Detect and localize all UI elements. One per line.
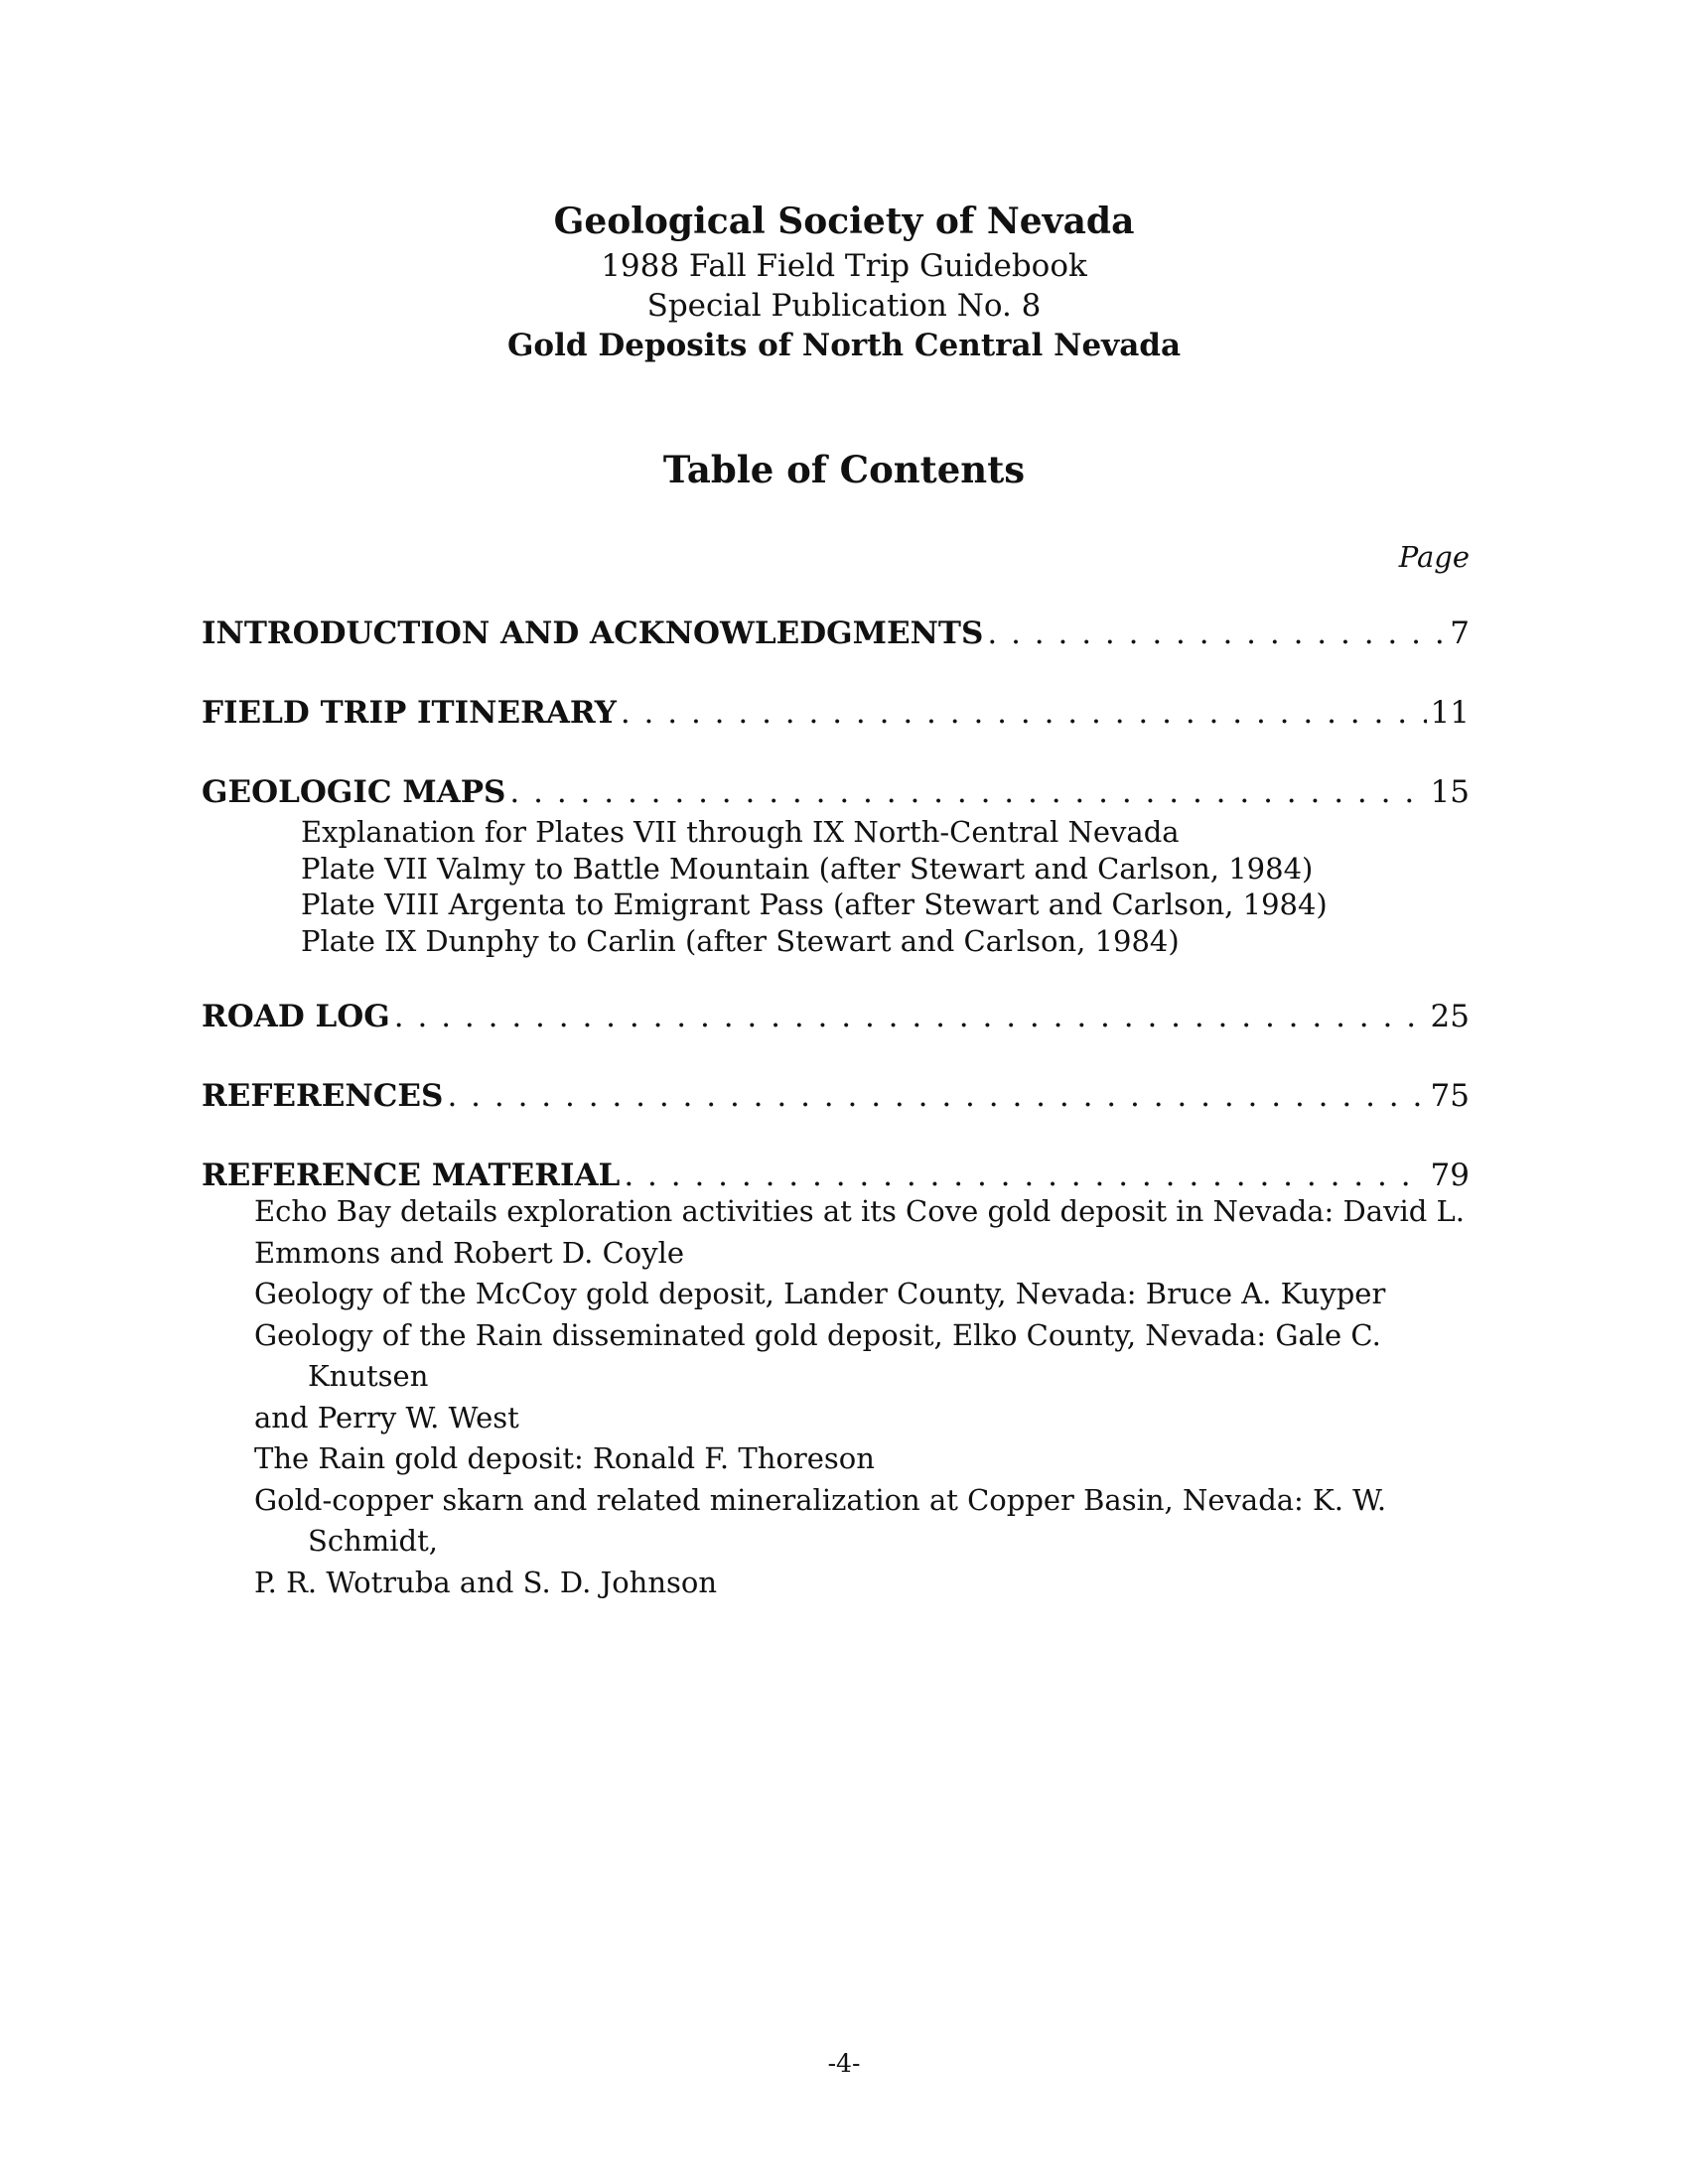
list-item-line: The Rain gold deposit: Ronald F. Thoreson xyxy=(254,1441,875,1475)
toc-entry-references xyxy=(202,1076,1470,1116)
reference-material-sublist xyxy=(254,1191,1476,1603)
dot-leader xyxy=(447,1076,1426,1116)
toc-entry-label: ROAD LOG xyxy=(202,999,390,1034)
toc-entry-label: REFERENCES xyxy=(202,1078,444,1114)
toc-entry-page: 7 xyxy=(1450,615,1470,651)
list-item xyxy=(254,1191,1476,1274)
toc-entry-page: 25 xyxy=(1430,999,1470,1034)
toc-title: Table of Contents xyxy=(662,448,1026,491)
page-column-label: Page xyxy=(1398,540,1470,574)
toc-entry-geologic-maps xyxy=(202,772,1470,812)
list-item xyxy=(254,1438,1476,1480)
toc-entry-page: 75 xyxy=(1430,1078,1470,1114)
toc-entry-introduction xyxy=(202,614,1470,653)
toc-entry-itinerary xyxy=(202,693,1470,733)
list-item-line: Geology of the McCoy gold deposit, Lander County, Nevada: Bruce A. Kuyper xyxy=(254,1277,1386,1310)
dot-leader xyxy=(509,772,1426,812)
toc-entry-page: 79 xyxy=(1430,1158,1470,1193)
list-item: Plate VII Valmy to Battle Mountain (after Stewart and Carlson, 1984) xyxy=(301,851,1314,886)
list-item-continuation: and Perry W. West xyxy=(254,1400,519,1434)
dot-leader xyxy=(624,1156,1426,1195)
guidebook-subtitle: Gold Deposits of North Central Nevada xyxy=(506,328,1182,363)
list-item xyxy=(254,1315,1476,1439)
dot-leader xyxy=(621,693,1427,733)
list-item-continuation: Emmons and Robert D. Coyle xyxy=(254,1235,685,1270)
list-item-line: Geology of the Rain disseminated gold deposit, Elko County, Nevada: Gale C. Knutsen xyxy=(254,1317,1381,1393)
page-number: -4- xyxy=(827,2049,861,2078)
list-item-continuation: P. R. Wotruba and S. D. Johnson xyxy=(254,1565,718,1599)
dot-leader xyxy=(394,997,1427,1036)
toc-entry-label: INTRODUCTION AND ACKNOWLEDGMENTS xyxy=(202,615,984,651)
toc-entry-label: FIELD TRIP ITINERARY xyxy=(202,695,617,731)
list-item xyxy=(254,1480,1476,1604)
toc-entry-road-log xyxy=(202,997,1470,1036)
list-item-line: Gold-copper skarn and related mineralization at Copper Basin, Nevada: K. W. Schmidt, xyxy=(254,1482,1387,1558)
toc-entry-label: REFERENCE MATERIAL xyxy=(202,1158,621,1193)
list-item: Plate IX Dunphy to Carlin (after Stewart and Carlson, 1984) xyxy=(301,923,1180,958)
toc-entry-page: 15 xyxy=(1430,774,1470,810)
society-name: Geological Society of Nevada xyxy=(553,201,1135,242)
toc-entry-page: 11 xyxy=(1430,695,1470,731)
dot-leader xyxy=(987,614,1446,653)
toc-entry-reference-material xyxy=(202,1156,1470,1195)
document-header xyxy=(0,197,1688,365)
publication-number: Special Publication No. 8 xyxy=(646,288,1042,324)
geologic-maps-sublist xyxy=(301,814,1328,959)
list-item xyxy=(254,1274,1476,1315)
list-item: Explanation for Plates VII through IX North-Central Nevada xyxy=(301,815,1180,849)
list-item: Plate VIII Argenta to Emigrant Pass (after Stewart and Carlson, 1984) xyxy=(301,887,1328,921)
toc-entry-label: GEOLOGIC MAPS xyxy=(202,774,506,810)
list-item-line: Echo Bay details exploration activities at its Cove gold deposit in Nevada: David L. xyxy=(254,1194,1465,1228)
guidebook-title: 1988 Fall Field Trip Guidebook xyxy=(601,248,1087,284)
